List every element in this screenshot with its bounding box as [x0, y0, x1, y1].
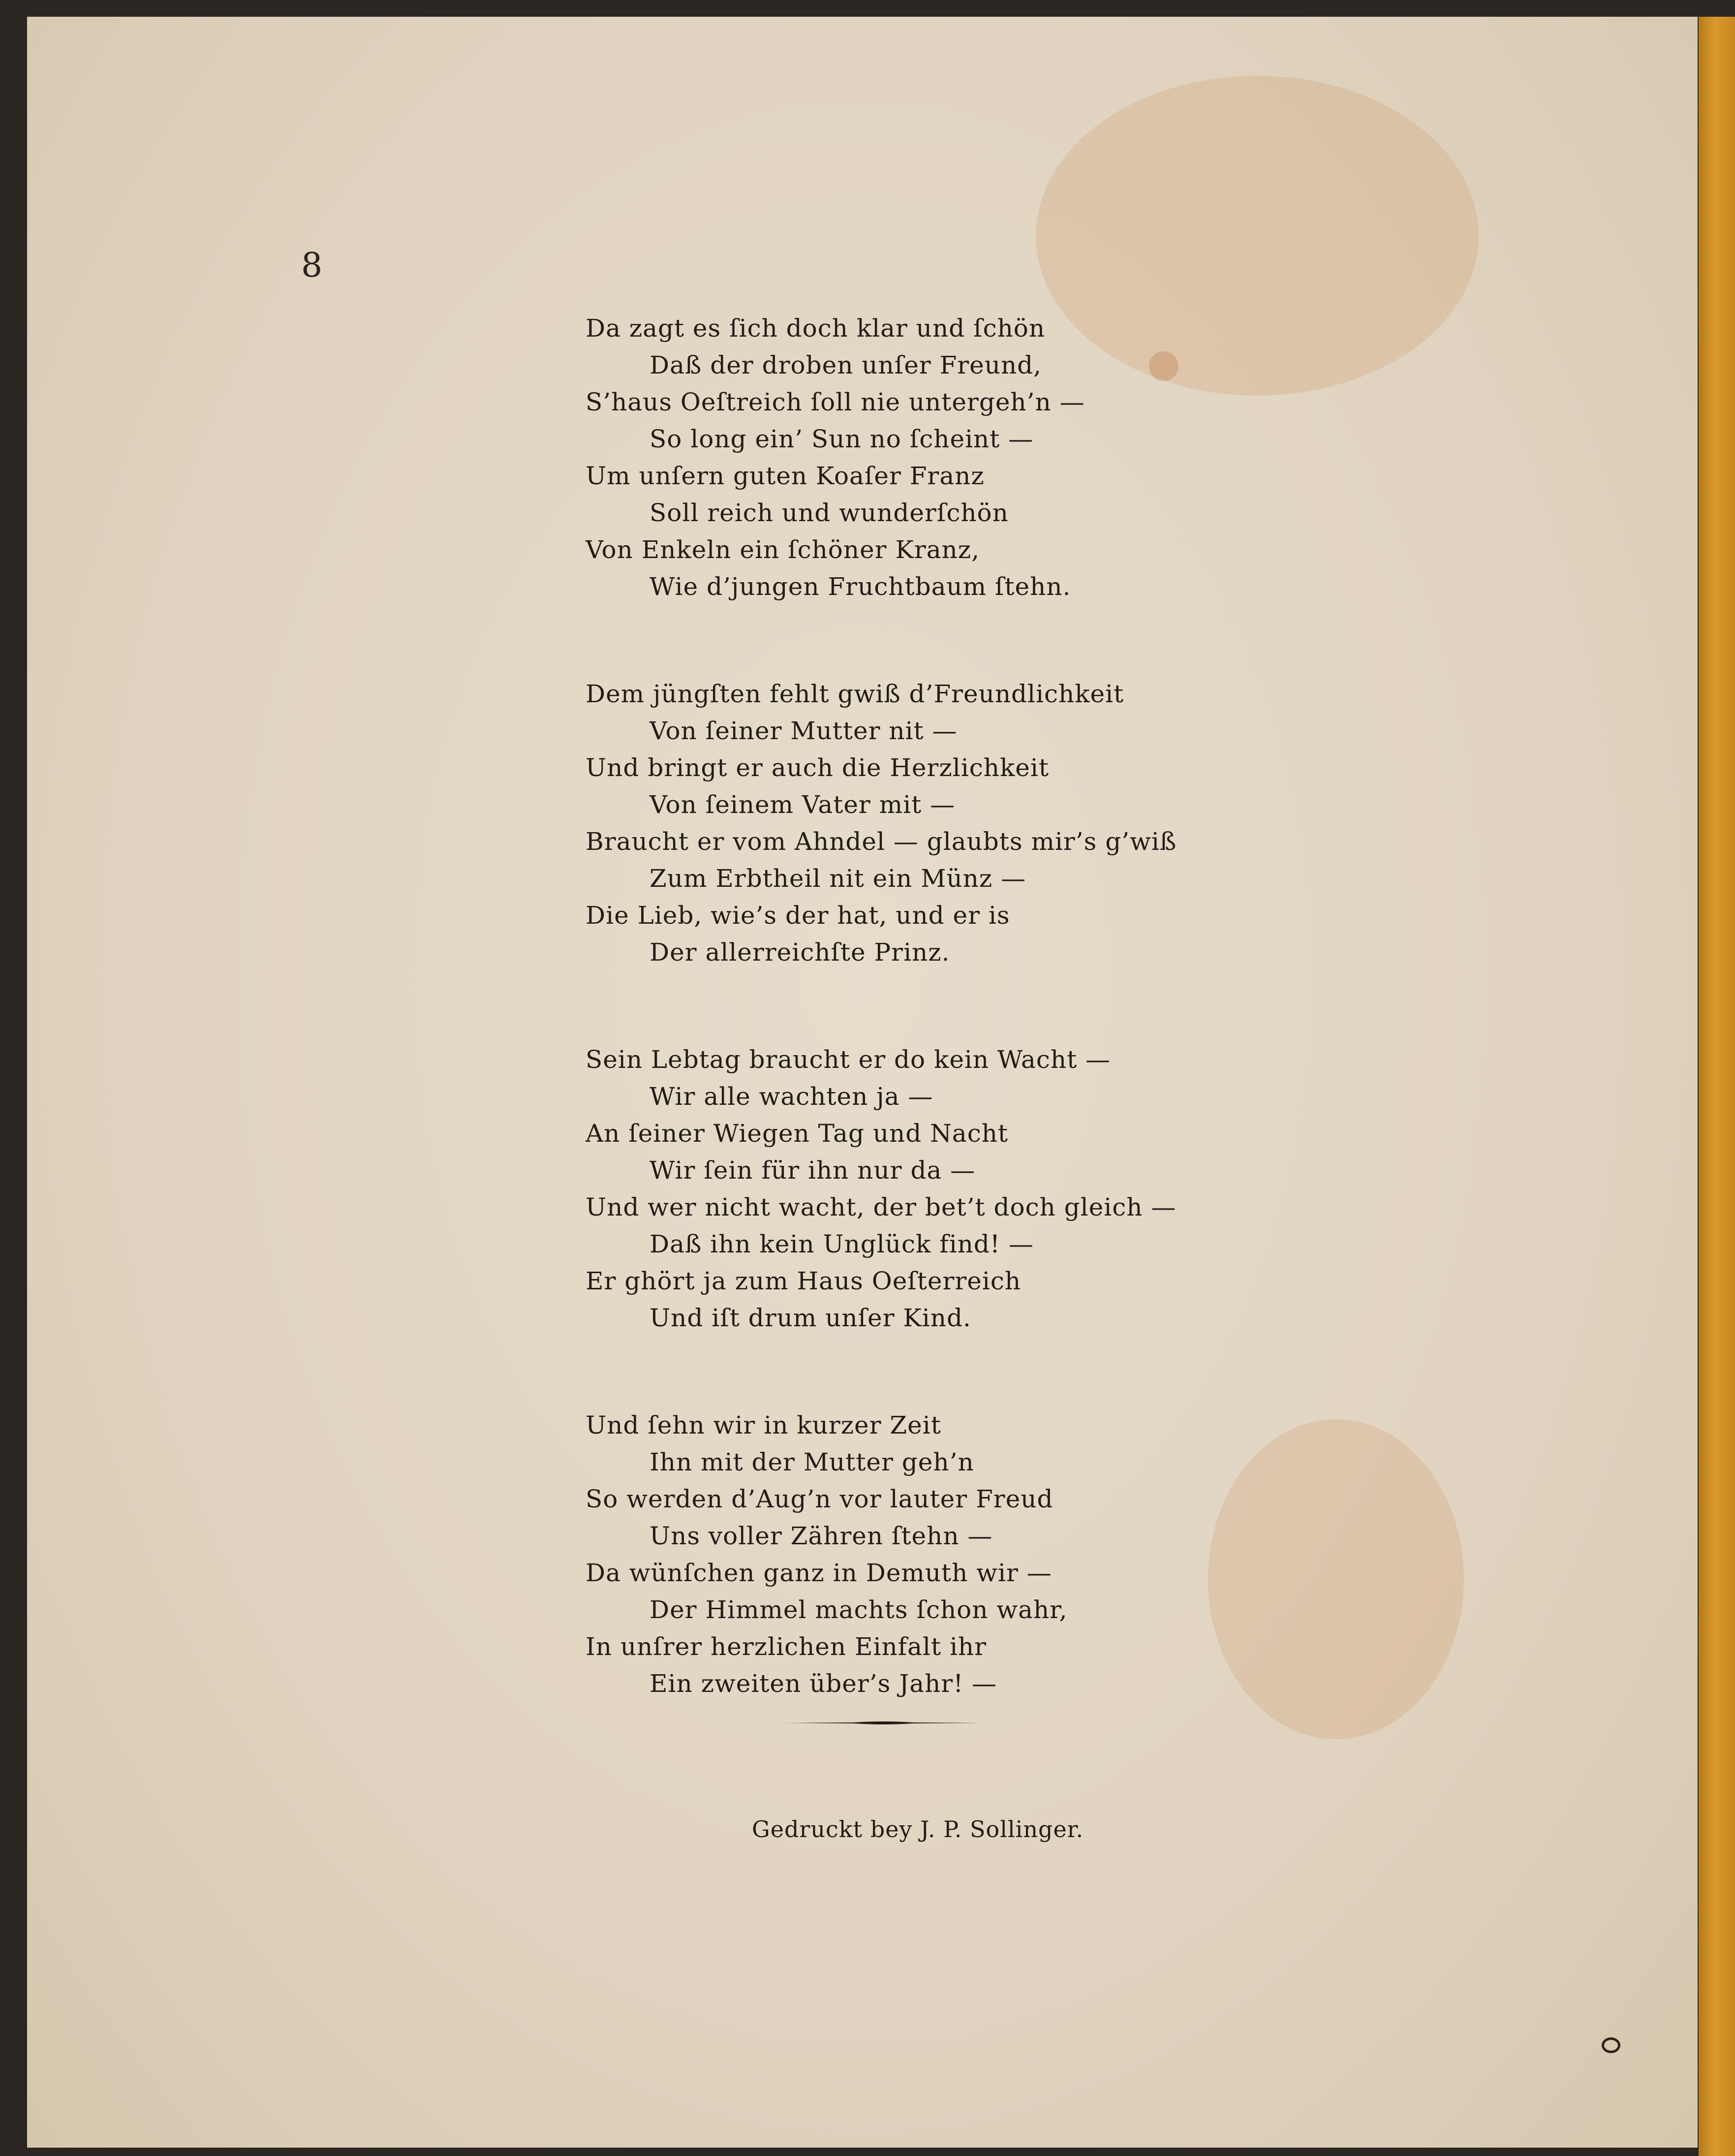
poem-line: Von ſeinem Vater mit —: [650, 790, 956, 819]
printer-imprint: Gedruckt bey J. P. Sollinger.: [752, 1816, 1084, 1843]
poem-line: Ihn mit der Mutter geh’n: [650, 1448, 974, 1476]
page-number: 8: [301, 246, 323, 285]
circle-mark-icon: [1602, 2037, 1620, 2053]
poem-line: Der Himmel machts ſchon wahr,: [650, 1595, 1068, 1624]
poem-line: Der allerreichſte Prinz.: [650, 938, 950, 967]
poem-line: Wir ſein für ihn nur da —: [650, 1156, 976, 1185]
poem-line: Sein Lebtag braucht er do kein Wacht —: [586, 1045, 1111, 1074]
poem-line: Wie d’jungen Fruchtbaum ſtehn.: [650, 572, 1071, 601]
poem-line: Soll reich und wunderſchön: [650, 499, 1009, 527]
poem-line: Und wer nicht wacht, der bet’t doch gleich —: [586, 1193, 1177, 1221]
foxing-stain: [1208, 1419, 1464, 1739]
poem-line: Braucht er vom Ahndel — glaubts mir’s g’wiß: [586, 827, 1177, 856]
poem-line: Dem jüngſten fehlt gwiß d’Freundlichkeit: [586, 680, 1124, 708]
poem-line: Von ſeiner Mutter nit —: [650, 717, 958, 745]
poem-line: Daß der droben unſer Freund,: [650, 351, 1042, 379]
poem-line: Um unſern guten Koaſer Franz: [586, 462, 985, 490]
stanza: [586, 676, 1225, 971]
poem-line: S’haus Oeſtreich ſoll nie untergeh’n —: [586, 388, 1085, 416]
poem-line: An ſeiner Wiegen Tag und Nacht: [586, 1119, 1009, 1148]
poem-line: Zum Erbtheil nit ein Münz —: [650, 864, 1026, 893]
stanza: [586, 1041, 1225, 1337]
poem-line: Und bringt er auch die Herzlichkeit: [586, 753, 1049, 782]
poem-line: Und iſt drum unſer Kind.: [650, 1304, 971, 1332]
poem-line: So werden d’Aug’n vor lauter Freud: [586, 1485, 1053, 1513]
decorative-rule: [785, 1720, 982, 1726]
poem-line: Uns voller Zähren ſtehn —: [650, 1522, 993, 1550]
poem: [586, 310, 1225, 1773]
poem-line: Er ghört ja zum Haus Oeſterreich: [586, 1267, 1022, 1295]
stanza: [586, 1407, 1225, 1702]
binding-edge: [1699, 17, 1735, 2156]
poem-line: Die Lieb, wie’s der hat, und er is: [586, 901, 1010, 930]
poem-line: Da wünſchen ganz in Demuth wir —: [586, 1559, 1052, 1587]
poem-line: Da zagt es ſich doch klar und ſchön: [586, 314, 1046, 343]
poem-line: Von Enkeln ein ſchöner Kranz,: [586, 535, 980, 564]
poem-line: Ein zweiten über’s Jahr! —: [650, 1669, 997, 1698]
poem-line: So long ein’ Sun no ſcheint —: [650, 425, 1034, 453]
poem-line: Wir alle wachten ja —: [650, 1082, 933, 1111]
poem-line: Und ſehn wir in kurzer Zeit: [586, 1411, 941, 1439]
poem-line: Daß ihn kein Unglück find! —: [650, 1230, 1034, 1258]
stanza: [586, 310, 1225, 605]
poem-line: In unſrer herzlichen Einfalt ihr: [586, 1632, 987, 1661]
